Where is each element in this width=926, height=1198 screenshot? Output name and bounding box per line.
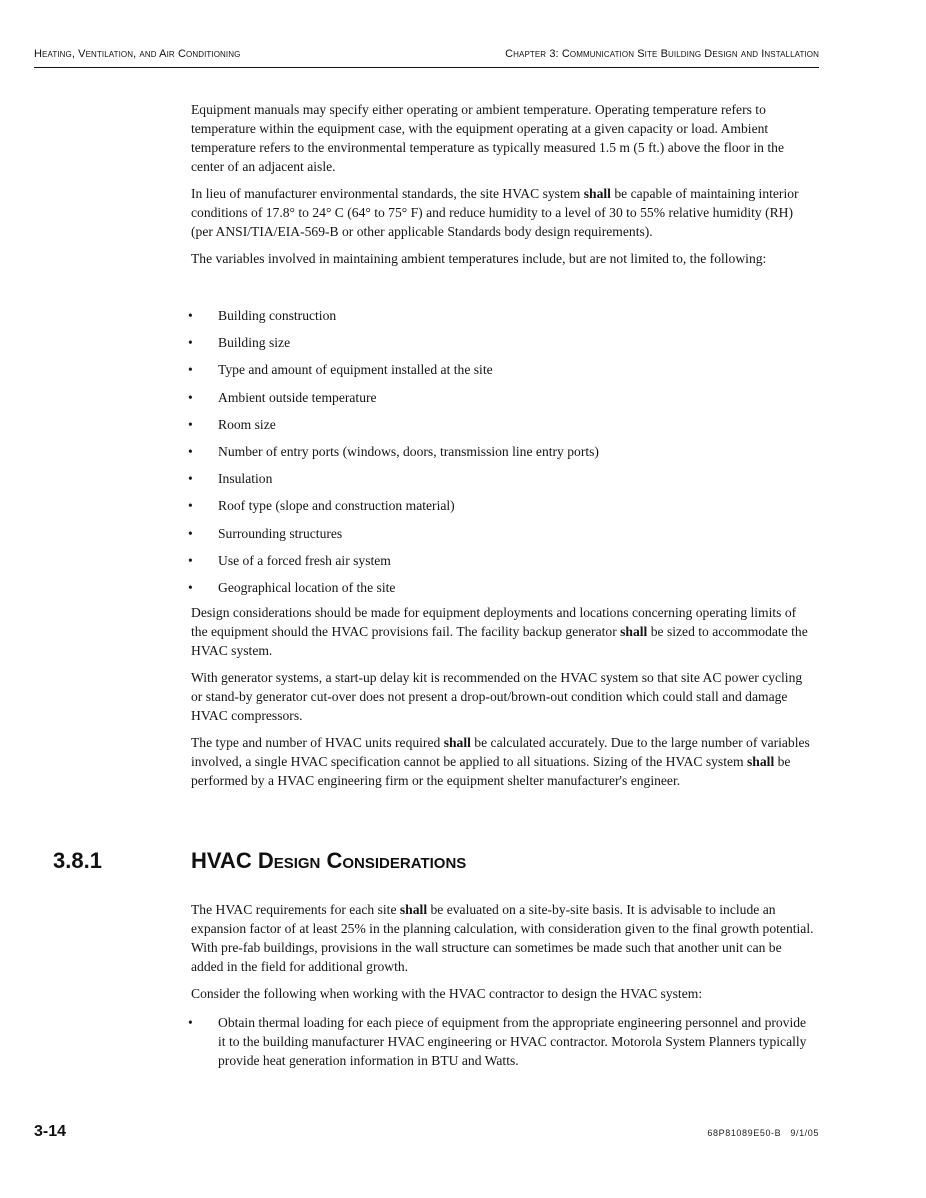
paragraph-operating-ambient: Equipment manuals may specify either operating or ambient temperature. Operating temperature refers to temperature within the equipment case, with the equipment operating at a given capacity or load. Ambient temperature refers to the environmental temperature as typically measured 1.5 m (5 ft.) above the floor in the center of an adjacent aisle.	[191, 102, 784, 174]
paragraph-consider: Consider the following when working with the HVAC contractor to design the HVAC system:	[191, 986, 703, 1001]
list-item-text: Type and amount of equipment installed at the site	[218, 362, 493, 378]
text: In lieu of manufacturer environmental standards, the site HVAC system	[191, 186, 584, 201]
emphasis-shall: shall	[443, 735, 471, 750]
text: The type and number of HVAC units required	[191, 735, 444, 750]
page-number: 3-14	[34, 1123, 67, 1140]
section-number: 3.8.1	[53, 848, 102, 873]
text: be performed by a HVAC engineering firm or the equipment shelter manufacturer's engineer.	[191, 754, 791, 788]
running-header	[34, 48, 819, 66]
paragraph-design-considerations	[191, 603, 816, 660]
list-item	[188, 388, 816, 415]
list-item	[188, 551, 816, 578]
text: be sized to accommodate the HVAC system.	[191, 624, 808, 658]
list-item-text: Geographical location of the site	[218, 579, 396, 595]
header-chapter-title: Chapter 3: Communication Site Building Design and Installation	[505, 48, 819, 60]
paragraph-variables-intro: The variables involved in maintaining ambient temperatures include, but are not limited to, the following:	[191, 251, 767, 266]
bullet-icon: •	[188, 335, 193, 351]
list-item	[188, 469, 816, 496]
bullet-icon: •	[188, 443, 193, 459]
list-item	[188, 578, 816, 605]
paragraph-generator: With generator systems, a start-up delay kit is recommended on the HVAC system so that site AC power cycling or stand-by generator cut-over does not present a drop-out/brown-out condition which could stall and damage HVAC compressors.	[191, 670, 803, 723]
emphasis-shall: shall	[747, 754, 775, 769]
bullet-icon: •	[188, 498, 193, 514]
list-item	[188, 360, 816, 387]
list-item-text: Use of a forced fresh air system	[218, 552, 391, 568]
design-block	[191, 603, 816, 790]
list-item-text: Ambient outside temperature	[218, 389, 377, 405]
list-item-text: Number of entry ports (windows, doors, transmission line entry ports)	[218, 443, 599, 459]
paragraph-sizing	[191, 733, 816, 790]
list-item-text: Building construction	[218, 308, 337, 323]
list-item-text: Room size	[218, 416, 276, 432]
list-item	[188, 1013, 816, 1070]
intro-block	[191, 100, 816, 268]
document-id-date	[707, 1128, 819, 1138]
header-section-title: Heating, Ventilation, and Air Conditioning	[34, 48, 241, 60]
text: be capable of maintaining interior conditions of 17.8° to 24° C (64° to 75° F) and reduce humidity to a level of 30 to 55% relative humidity (RH) (per ANSI/TIA/EIA-569-B or other applicable Standards body design requirements).	[191, 186, 799, 239]
emphasis-shall: shall	[620, 624, 648, 639]
text: The HVAC requirements for each site	[191, 902, 400, 917]
bullet-icon: •	[188, 579, 193, 595]
variables-list	[188, 306, 816, 605]
text: be calculated accurately. Due to the large number of variables involved, a single HVAC specification cannot be applied to all situations. Sizing of the HVAC system	[191, 735, 810, 769]
document-id: 68P81089E50-B	[707, 1128, 782, 1138]
header-rule	[34, 67, 819, 68]
list-item-text: Building size	[218, 335, 291, 351]
emphasis-shall: shall	[583, 186, 611, 201]
list-item	[188, 442, 816, 469]
list-item	[188, 415, 816, 442]
document-date: 9/1/05	[790, 1128, 819, 1138]
section-title: HVAC Design Considerations	[191, 848, 467, 873]
bullet-icon: •	[188, 525, 193, 541]
list-item-text: Insulation	[218, 471, 273, 487]
emphasis-shall: shall	[399, 902, 428, 917]
considerations-list	[188, 1013, 816, 1070]
bullet-icon: •	[188, 416, 193, 432]
list-item-text: Surrounding structures	[218, 525, 343, 541]
list-item-text: Obtain thermal loading for each piece of equipment from the appropriate engineering personnel and provide it to the building manufacturer HVAC engineering or HVAC contractor. Motorola System Planners typically provide heat generation information in BTU and Watts.	[218, 1015, 807, 1068]
list-item-text: Roof type (slope and construction material)	[218, 498, 455, 514]
paragraph-site-evaluation	[191, 900, 816, 976]
list-item	[188, 333, 816, 360]
list-item	[188, 524, 816, 551]
text: be evaluated on a site-by-site basis. It is advisable to include an expansion factor of at least 25% in the planning calculation, with consideration given to the final growth potential. With pre-fab buildings, provisions in the wall structure can sometimes be made such that another unit can be added in the field for additional growth.	[191, 902, 814, 974]
bullet-icon: •	[188, 362, 193, 378]
bullet-icon: •	[188, 308, 193, 323]
list-item	[188, 306, 816, 333]
paragraph-interior-conditions	[191, 184, 816, 241]
text: Design considerations should be made for equipment deployments and locations concerning operating limits of the equipment should the HVAC provisions fail. The facility backup generator	[191, 605, 797, 639]
section-body	[191, 900, 816, 1003]
bullet-icon: •	[188, 389, 193, 405]
bullet-icon: •	[188, 471, 193, 487]
bullet-icon: •	[188, 1015, 193, 1030]
list-item	[188, 496, 816, 523]
bullet-icon: •	[188, 552, 193, 568]
